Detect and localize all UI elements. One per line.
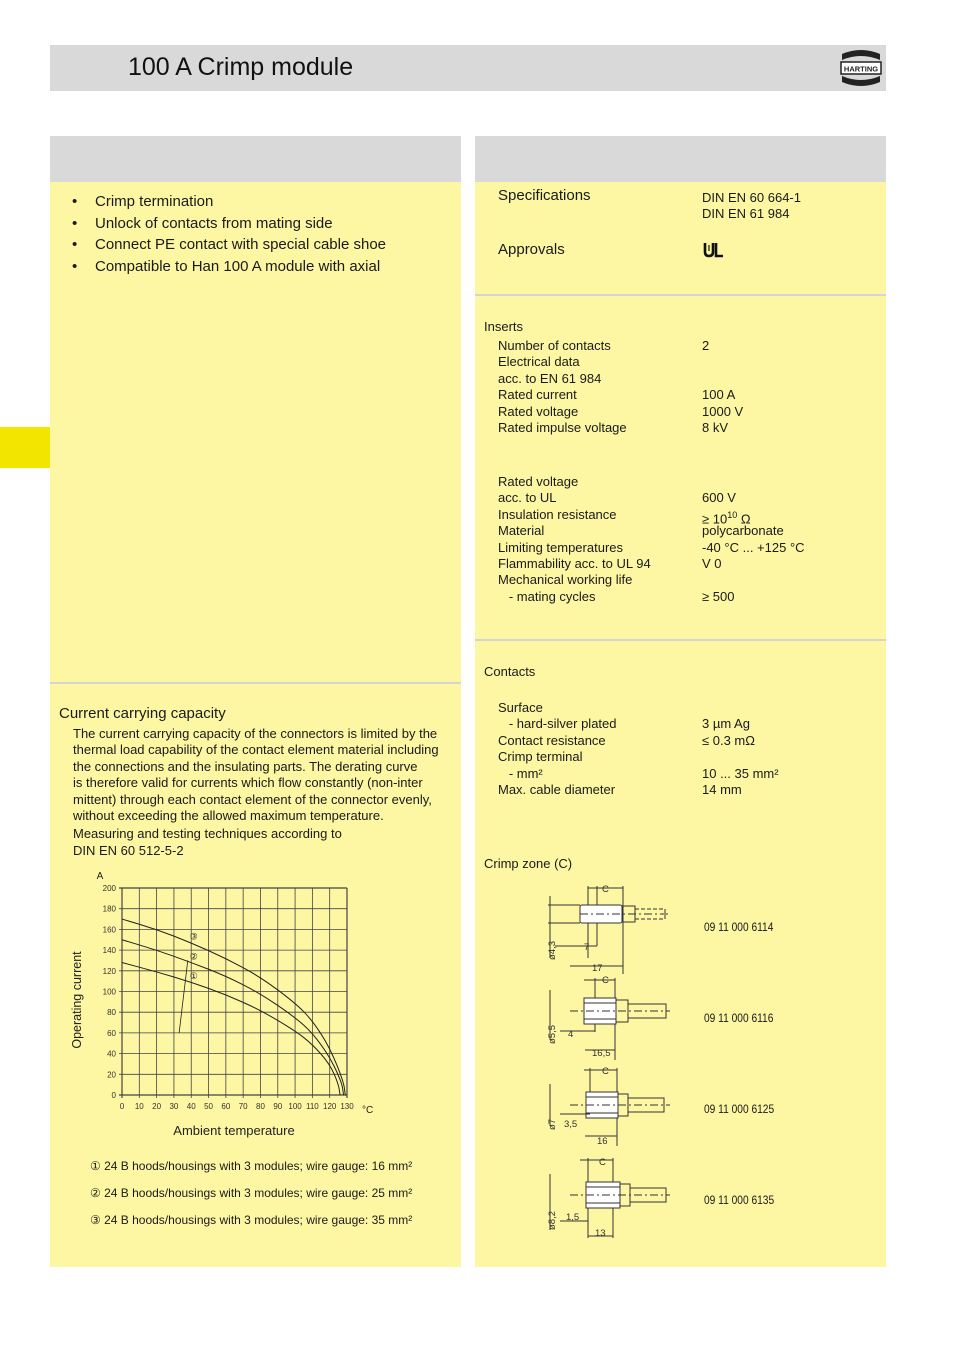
spec-label: acc. to EN 61 984 <box>498 370 602 386</box>
paragraph-line: without exceeding the allowed maximum temperature. <box>73 808 384 824</box>
y-tick-label: 140 <box>102 946 116 956</box>
crimp-dim-a: 7 <box>584 942 590 953</box>
derating-chart <box>60 862 380 1152</box>
x-tick-label: 0 <box>119 1102 125 1111</box>
x-tick-label: 60 <box>221 1102 231 1111</box>
x-tick-label: 30 <box>169 1102 179 1111</box>
x-tick-label: 90 <box>273 1102 283 1111</box>
spec-value: 600 V <box>702 490 736 506</box>
page-title: 100 A Crimp module <box>128 53 354 81</box>
y-axis-label: Operating current <box>70 951 84 1049</box>
crimp-dim-a: 4 <box>568 1029 574 1040</box>
spec-value: V 0 <box>702 556 722 571</box>
curve-marker-1: ① <box>189 971 198 982</box>
spec-label: Max. cable diameter <box>498 782 616 797</box>
y-tick-label: 120 <box>102 966 116 976</box>
logo-text: HARTING <box>843 64 879 74</box>
y-axis-unit: A <box>96 871 104 882</box>
crimp-dim-b: 16,5 <box>592 1048 611 1059</box>
spec-label: acc. to UL <box>498 490 557 506</box>
right-panel-header <box>475 136 886 182</box>
spec-value: -40 °C ... +125 °C <box>702 539 805 555</box>
spec-label: Rated current <box>498 387 577 403</box>
part-number: 09 11 000 6114 <box>704 920 774 934</box>
spec-value: polycarbonate <box>702 523 784 539</box>
spec-value: 8 kV <box>702 420 729 435</box>
part-number: 09 11 000 6125 <box>704 1102 775 1116</box>
x-tick-label: 20 <box>152 1102 162 1111</box>
spec-label: Flammability acc. to UL 94 <box>498 556 651 571</box>
spec-value: ≤ 0.3 mΩ <box>702 732 755 748</box>
spec-value: 14 mm <box>702 782 742 797</box>
spec-value: 100 A <box>702 387 736 403</box>
spec-label: Rated voltage <box>498 474 579 489</box>
x-tick-label: 10 <box>134 1102 144 1111</box>
crimp-dim-a: 3,5 <box>564 1119 578 1130</box>
marker-leader-line <box>179 960 188 1032</box>
paragraph-line: is therefore valid for currents which flow constantly (non-inter <box>73 775 423 791</box>
spec-label: - mm² <box>498 765 543 781</box>
spec-label: Rated impulse voltage <box>498 420 627 435</box>
spec-label: Electrical data <box>498 354 580 370</box>
crimp-contact-drawing-3 <box>550 1068 670 1146</box>
y-tick-label: 200 <box>102 884 116 893</box>
right-divider-2 <box>475 639 886 641</box>
y-tick-label: 100 <box>102 987 116 997</box>
spec-value: 2 <box>702 338 710 353</box>
spec-label: Mechanical working life <box>498 572 633 588</box>
harting-logo <box>838 48 884 88</box>
x-tick-label: 100 <box>288 1102 302 1111</box>
crimp-dim-b: 16 <box>597 1136 608 1147</box>
spec-value: ≥ 500 <box>702 588 735 604</box>
part-number: 09 11 000 6135 <box>704 1193 775 1207</box>
crimp-dim-b: 13 <box>595 1228 606 1239</box>
paragraph-line: the connections and the insulating parts. The derating curve <box>73 758 418 774</box>
paragraph-line: thermal load capability of the contact element material including <box>73 742 439 758</box>
side-tab-marker <box>0 427 50 468</box>
crimp-dim-c: C <box>599 1157 606 1168</box>
feature-item: • Compatible to Han 100 A module with axial <box>72 256 386 278</box>
current-capacity-text <box>73 726 439 859</box>
x-tick-label: 40 <box>186 1102 196 1111</box>
y-tick-label: 40 <box>107 1049 116 1059</box>
crimp-dim-dia: ø8,2 <box>547 1210 558 1230</box>
feature-item: • Connect PE contact with special cable shoe <box>72 234 386 256</box>
crimp-dim-b: 17 <box>592 963 603 974</box>
crimp-contact-drawing-1 <box>548 886 670 974</box>
specifications-label: Specifications <box>498 187 591 204</box>
y-tick-label: 0 <box>111 1091 116 1100</box>
x-tick-label: 110 <box>306 1102 319 1111</box>
curve-marker-3: ③ <box>189 931 198 942</box>
approvals-label: Approvals <box>498 241 565 258</box>
spec-label: - mating cycles <box>498 588 596 604</box>
crimp-zone-title: Crimp zone (C) <box>484 856 573 871</box>
current-capacity-title: Current carrying capacity <box>59 705 226 722</box>
y-tick-label: 180 <box>102 904 116 914</box>
crimp-dim-c: C <box>602 975 609 986</box>
spec-label: Rated voltage <box>498 403 579 419</box>
crimp-contact-drawing-4 <box>550 1158 670 1238</box>
curve-marker-2: ② <box>189 951 198 962</box>
paragraph-line: The current carrying capacity of the connectors is limited by the <box>73 726 438 741</box>
feature-list <box>72 191 386 277</box>
specifications-value-2: DIN EN 61 984 <box>702 206 790 221</box>
derating-curve-3 <box>122 919 345 1095</box>
spec-label: Contact resistance <box>498 732 606 748</box>
crimp-dim-dia: ø4,3 <box>547 940 558 960</box>
crimp-dim-c: C <box>602 1066 609 1077</box>
left-panel-header <box>50 136 461 182</box>
left-divider <box>50 682 461 684</box>
spec-value: ≥ $10^{10}$ Ω <box>702 509 751 527</box>
x-tick-label: 120 <box>323 1102 337 1111</box>
spec-label: Insulation resistance <box>498 506 617 522</box>
y-tick-label: 20 <box>107 1070 116 1080</box>
x-axis-unit: °C <box>362 1105 374 1116</box>
ul-recognized-icon <box>703 241 725 258</box>
y-tick-label: 60 <box>107 1028 116 1038</box>
feature-item: • Unlock of contacts from mating side <box>72 213 386 235</box>
spec-value: 10 ... 35 mm² <box>702 765 779 781</box>
y-tick-label: 80 <box>107 1008 116 1018</box>
spec-value: 1000 V <box>702 403 744 419</box>
x-tick-label: 80 <box>256 1102 265 1111</box>
x-tick-label: 70 <box>238 1102 248 1111</box>
paragraph-line: mittent) through each contact element of the connector evenly, <box>73 791 432 807</box>
spec-label: Limiting temperatures <box>498 539 623 555</box>
derating-curve-2 <box>122 940 344 1095</box>
x-tick-label: 130 <box>340 1102 354 1111</box>
specifications-value-1: DIN EN 60 664-1 <box>702 190 801 205</box>
spec-label: Surface <box>498 700 543 715</box>
right-divider-1 <box>475 294 886 296</box>
crimp-dim-c: C <box>602 884 609 895</box>
measuring-line: DIN EN 60 512-5-2 <box>73 842 184 858</box>
feature-item: • Crimp termination <box>72 191 386 213</box>
crimp-dim-dia: ø7 <box>547 1118 558 1130</box>
crimp-contact-drawings <box>540 878 690 1248</box>
spec-label: Material <box>498 523 545 539</box>
crimp-dim-a: 1,5 <box>566 1212 580 1223</box>
contacts-title: Contacts <box>484 664 536 679</box>
legend-entry-2: ② 24 B hoods/housings with 3 modules; wire gauge: 25 mm² <box>90 1186 413 1200</box>
spec-label: Number of contacts <box>498 338 611 353</box>
x-axis-label: Ambient temperature <box>173 1123 295 1138</box>
legend-entry-1: ① 24 B hoods/housings with 3 modules; wire gauge: 16 mm² <box>90 1159 413 1173</box>
spec-label: - hard-silver plated <box>498 716 617 732</box>
x-tick-label: 50 <box>204 1102 213 1111</box>
y-tick-label: 160 <box>102 925 116 935</box>
crimp-dim-dia: ø5,5 <box>547 1024 558 1044</box>
part-number: 09 11 000 6116 <box>704 1011 774 1025</box>
spec-label: Crimp terminal <box>498 749 583 765</box>
measuring-line: Measuring and testing techniques according to <box>73 826 342 842</box>
inserts-title: Inserts <box>484 319 524 334</box>
spec-value: 3 µm Ag <box>702 716 750 732</box>
legend-entry-3: ③ 24 B hoods/housings with 3 modules; wire gauge: 35 mm² <box>90 1213 413 1227</box>
